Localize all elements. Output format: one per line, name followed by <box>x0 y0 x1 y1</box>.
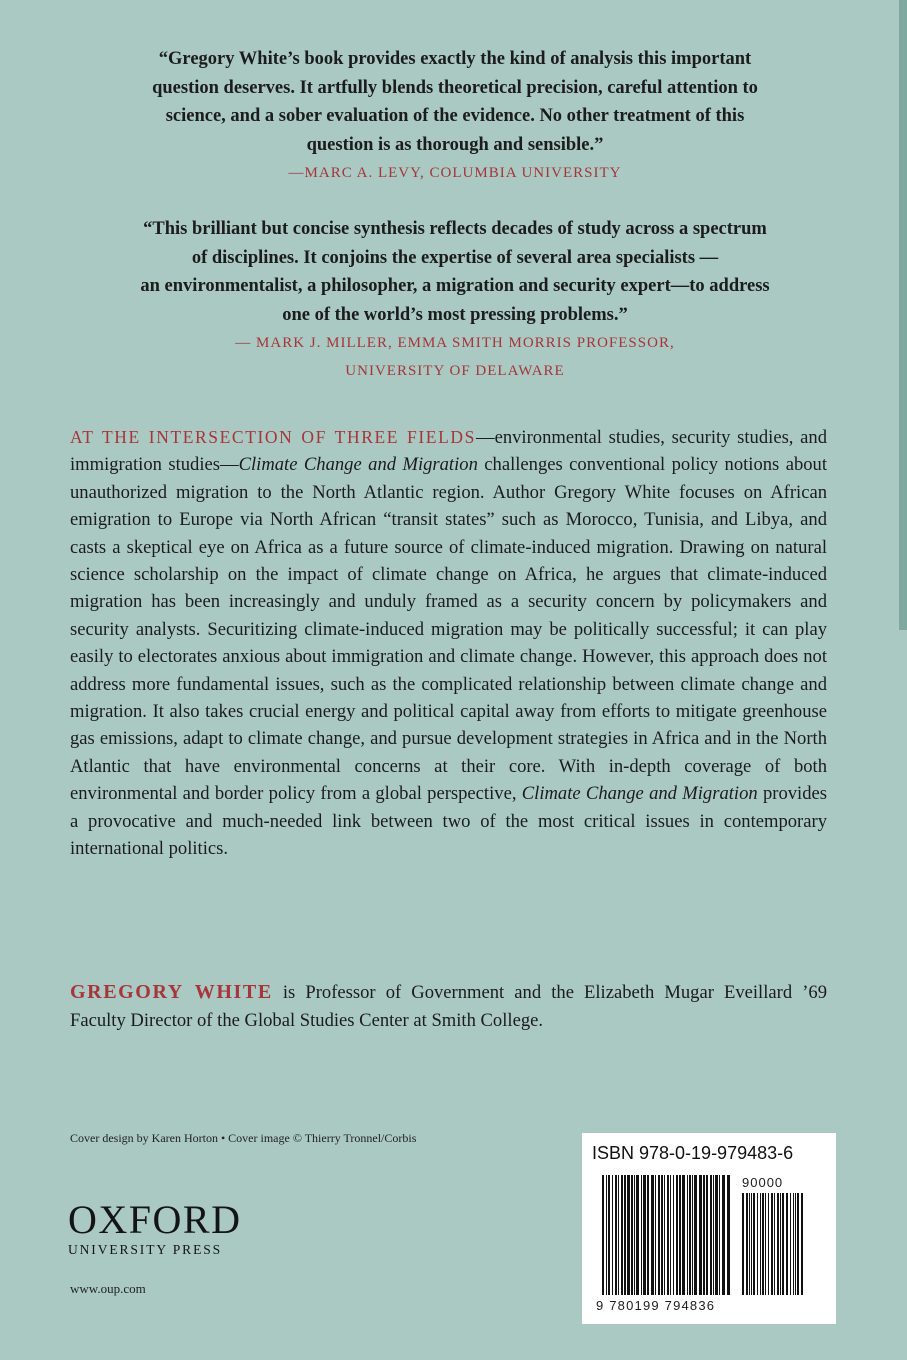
publisher-logo <box>68 1197 242 1258</box>
isbn-label: ISBN 978-0-19-979483-6 <box>592 1143 794 1163</box>
author-name: GREGORY WHITE <box>70 981 273 1003</box>
book-description: AT THE INTERSECTION OF THREE FIELDS—environmental studies, security studies, and immigration studies—Climate Change and Migration challenges conventional policy notions about unauthorized migration to the North Atlantic region. Author Gregory White focuses on African emigration to Europe via North African “transit states” such as Morocco, Tunisia, and Libya, and casts a skeptical eye on Africa as a future source of climate-induced migration. Drawing on natural science scholarship on the impact of climate change on Africa, he argues that climate-induced migration has been increasingly and unduly framed as a security concern by policymakers and security analysts. Securitizing climate-induced migration may be politically successful; it can play easily to electorates anxious about immigration and climate change. However, this approach does not address more fundamental issues, such as the complicated relationship between climate change and migration. It also takes crucial energy and political capital away from efforts to mitigate greenhouse gas emissions, adapt to climate change, and pursue development strategies in Africa and in the North Atlantic that have environmental concerns at their core. With in-depth coverage of both environmental and border policy from a global perspective, Climate Change and Migration provides a provocative and much-needed link between two of the most critical issues in contemporary international politics. <box>70 427 828 860</box>
book-title-italic: Climate Change and Migration <box>521 783 758 805</box>
spine-edge-stripe <box>899 0 907 630</box>
publisher-url: www.oup.com <box>70 1281 146 1296</box>
publisher-subtitle: UNIVERSITY PRESS <box>68 1242 223 1257</box>
cover-credits: Cover design by Karen Horton • Cover image © Thierry Tronnel/Corbis <box>70 1131 417 1145</box>
book-title-italic: Climate Change and Migration <box>238 454 478 476</box>
author-bio: GREGORY WHITE is Professor of Government and the Elizabeth Mugar Eveillard ’69 Faculty Director of the Global Studies Center at Smith College. <box>70 981 827 1031</box>
description-lead: AT THE INTERSECTION OF THREE FIELDS <box>70 427 476 447</box>
ean-digits: 9 780199 794836 <box>596 1298 716 1313</box>
praise-quote-text: “This brilliant but concise synthesis reflects decades of study across a spectrum of disciplines. It conjoins the expertise of several area specialists — an environmentalist, a philosopher, a migration and security expert—to address one of the world’s most pressing problems.” <box>140 219 770 325</box>
barcode-image <box>600 1175 810 1299</box>
isbn-barcode-box <box>582 1133 836 1324</box>
praise-quote-text: “Gregory White’s book provides exactly the kind of analysis this important question deserves. It artfully blends theoretical precision, careful attention to science, and a sober evaluation of the evidence. No other treatment of this question is as thorough and sensible.” <box>152 49 758 155</box>
praise-quote-miller <box>60 215 850 385</box>
price-code: 90000 <box>742 1175 784 1190</box>
praise-quote-levy <box>60 45 850 187</box>
publisher-name: OXFORD <box>68 1197 242 1242</box>
praise-attribution: —MARC A. LEVY, COLUMBIA UNIVERSITY <box>288 165 622 181</box>
praise-attribution: — MARK J. MILLER, EMMA SMITH MORRIS PROFESSOR, UNIVERSITY OF DELAWARE <box>235 335 675 379</box>
